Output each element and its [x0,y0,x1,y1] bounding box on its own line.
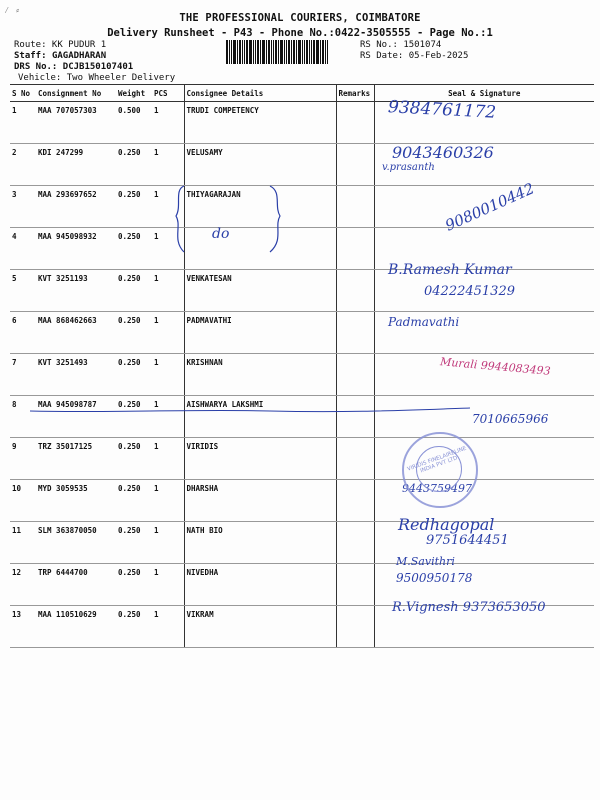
barcode-bar [304,40,305,64]
cell-consignee: TRUDI COMPETENCY [184,102,336,144]
rs-number: RS No.: 1501074 [360,40,442,50]
barcode-bar [273,40,274,64]
barcode-bar [253,40,254,64]
cell-consignee: VENKATESAN [184,270,336,312]
barcode-bar [309,40,310,64]
cell-consignee: PADMAVATHI [184,312,336,354]
barcode-bar [322,40,324,64]
ditto-mark: do [212,226,230,242]
cell-consignment-no: KVT 3251193 [36,270,116,312]
barcode-bar [257,40,259,64]
cell-remarks [336,312,374,354]
cell-consignment-no: KDI 247299 [36,144,116,186]
cell-consignment-no: MAA 868462663 [36,312,116,354]
staff-line [14,51,106,61]
cell-pcs: 1 [152,396,184,438]
cell-weight: 0.250 [116,270,152,312]
signature-row-8: 7010665966 [472,412,549,426]
cell-remarks [336,186,374,228]
cell-consignment-no: KVT 3251493 [36,354,116,396]
barcode-bar [296,40,297,64]
cell-consignee: KRISHNAN [184,354,336,396]
cell-consignment-no: MAA 293697652 [36,186,116,228]
col-header-remarks: Remarks [336,85,374,102]
cell-consignee: AISHWARYA LAKSHMI [184,396,336,438]
table-row [10,438,594,480]
cell-pcs: 1 [152,564,184,606]
signature-row-2-name: v.prasanth [382,162,435,173]
col-header-consignment: Consignment No [36,85,116,102]
cell-weight: 0.500 [116,102,152,144]
cell-weight: 0.250 [116,354,152,396]
cell-pcs: 1 [152,144,184,186]
cell-remarks [336,354,374,396]
cell-pcs: 1 [152,522,184,564]
cell-weight: 0.250 [116,144,152,186]
table-row [10,312,594,354]
barcode-bar [237,40,238,64]
signature-row-5-name: B.Ramesh Kumar [388,262,512,278]
signature-row-12-phone: 9500950178 [396,571,473,585]
signature-row-7: Murali 9944083493 [439,355,552,378]
cell-remarks [336,606,374,648]
cell-consignment-no: TRZ 35017125 [36,438,116,480]
cell-remarks [336,270,374,312]
cell-sno: 6 [10,312,36,354]
barcode-bar [313,40,315,64]
barcode-bar [260,40,261,64]
cell-weight: 0.250 [116,312,152,354]
col-header-consignee: Consignee Details [184,85,336,102]
cell-weight: 0.250 [116,396,152,438]
staff-label: Staff: [14,51,47,61]
barcode-bar [311,40,312,64]
barcode-bar [233,40,236,64]
table-row [10,102,594,144]
barcode-bar [291,40,292,64]
barcode-bar [306,40,308,64]
drs-value: DCJB150107401 [62,62,134,72]
cell-weight: 0.250 [116,522,152,564]
cell-consignee: NATH BIO [184,522,336,564]
ditto-brace-mark [170,180,300,260]
barcode-bar [271,40,272,64]
signature-row-5-phone: 04222451329 [424,284,515,299]
cell-consignment-no: MAA 945098787 [36,396,116,438]
vehicle-text: Vehicle: Two Wheeler Delivery [18,73,176,83]
signature-row-1: 9384761172 [387,97,497,123]
barcode-bar [280,40,283,64]
cell-pcs: 1 [152,480,184,522]
cell-weight: 0.250 [116,228,152,270]
cell-consignment-no: MAA 110510629 [36,606,116,648]
barcode-bar [316,40,319,64]
col-header-weight: Weight [116,85,152,102]
cell-consignee: NIVEDHA [184,564,336,606]
barcode-bar [231,40,232,64]
corner-mark: ⁄ ⸗ [4,6,21,16]
barcode-bar [327,40,328,64]
cell-sno: 4 [10,228,36,270]
cell-consignee: VIRIDIS [184,438,336,480]
barcode-bar [244,40,245,64]
cell-weight: 0.250 [116,480,152,522]
cell-pcs: 1 [152,270,184,312]
barcode-bar [298,40,301,64]
rs-date: RS Date: 05-Feb-2025 [360,51,469,61]
barcode-bar [325,40,326,64]
cell-pcs: 1 [152,312,184,354]
route-text: Route: KK PUDUR 1 [14,40,107,50]
cell-pcs: 1 [152,354,184,396]
barcode-bar [249,40,252,64]
barcode [226,40,350,64]
table-row [10,144,594,186]
cell-remarks [336,102,374,144]
col-header-pcs: PCS [152,85,184,102]
signature-row-10: 9443759497 [402,482,472,495]
cell-consignment-no: MYD 3059535 [36,480,116,522]
barcode-bar [242,40,243,64]
cell-sno: 13 [10,606,36,648]
table-row [10,480,594,522]
cell-remarks [336,228,374,270]
cell-consignment-no: MAA 945098932 [36,228,116,270]
signature-row-11-name: Redhagopal [398,515,495,534]
drs-line [14,62,133,72]
cell-consignment-no: TRP 6444700 [36,564,116,606]
cell-sno: 9 [10,438,36,480]
cell-remarks [336,438,374,480]
barcode-bar [226,40,228,64]
cell-pcs: 1 [152,228,184,270]
cell-remarks [336,564,374,606]
barcode-bar [286,40,287,64]
cell-pcs: 1 [152,102,184,144]
cell-weight: 0.250 [116,186,152,228]
barcode-bar [302,40,303,64]
document-subtitle: Delivery Runsheet - P43 - Phone No.:0422-3505555 - Page No.:1 [107,27,493,39]
cell-consignment-no: MAA 707057303 [36,102,116,144]
barcode-bar [268,40,270,64]
cell-remarks [336,144,374,186]
cell-sno: 2 [10,144,36,186]
cell-consignee: VIKRAM [184,606,336,648]
cell-remarks [336,480,374,522]
col-header-sno: S No [10,85,36,102]
cell-sno: 5 [10,270,36,312]
cell-sno: 7 [10,354,36,396]
cell-consignee: THIYAGARAJAN [184,186,336,228]
cell-pcs: 1 [152,606,184,648]
signature-row-3: 9080010442 [442,179,537,235]
cell-sno: 8 [10,396,36,438]
table-row [10,354,594,396]
signature-row-13: R.Vignesh 9373653050 [392,600,546,615]
barcode-bar [284,40,285,64]
signature-row-12-name: M.Savithri [396,555,455,568]
barcode-bar [320,40,321,64]
cell-consignment-no: SLM 363870050 [36,522,116,564]
cell-sno: 10 [10,480,36,522]
signature-row-6: Padmavathi [388,315,460,329]
barcode-bar [229,40,230,64]
cell-pcs: 1 [152,186,184,228]
cell-sno: 1 [10,102,36,144]
barcode-bar [288,40,290,64]
document-title: THE PROFESSIONAL COURIERS, COIMBATORE [179,12,421,24]
cell-remarks [336,522,374,564]
barcode-bar [293,40,295,64]
col-header-signature: Seal & Signature [374,85,594,102]
barcode-bar [266,40,267,64]
signature-row-11-phone: 9751644451 [426,533,509,548]
barcode-bar [246,40,248,64]
cell-weight: 0.250 [116,438,152,480]
drs-label: DRS No.: [14,62,58,72]
signature-row-2-phone: 9043460326 [392,143,494,162]
cell-pcs: 1 [152,438,184,480]
staff-value: GAGADHARAN [51,51,107,61]
cell-consignee: DHARSHA [184,480,336,522]
cell-sno: 11 [10,522,36,564]
cell-sno: 3 [10,186,36,228]
barcode-bar [278,40,279,64]
cell-consignee: VELUSAMY [184,144,336,186]
barcode-bar [255,40,256,64]
table-header-row [10,85,594,102]
cell-sno: 12 [10,564,36,606]
barcode-bar [239,40,241,64]
cell-weight: 0.250 [116,606,152,648]
barcode-bar [275,40,277,64]
barcode-bar [262,40,265,64]
stamp-text: VIRIDIS FINELAIRELINE INDIA PVT LTD [406,445,468,475]
pen-stroke [30,405,470,417]
cell-weight: 0.250 [116,564,152,606]
